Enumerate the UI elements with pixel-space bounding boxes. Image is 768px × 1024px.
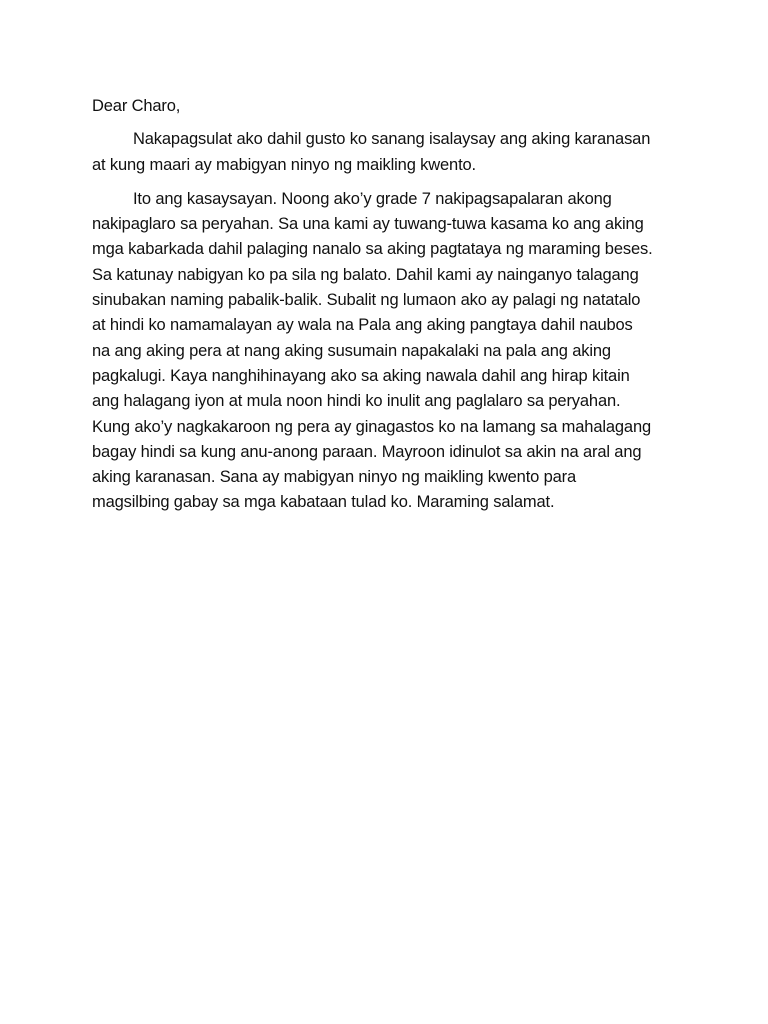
paragraph-line: at kung maari ay mabigyan ninyo ng maikling kwento.: [92, 155, 476, 174]
paragraph-line: Nakapagsulat ako dahil gusto ko sanang isalaysay ang aking karanasan: [133, 130, 651, 149]
paragraph-line: Ito ang kasaysayan. Noong ako’y grade 7 nakipagsapalaran akong: [133, 189, 612, 208]
paragraph-line: bagay hindi sa kung anu-anong paraan. Mayroon idinulot sa akin na aral ang: [92, 442, 642, 461]
paragraph-1: [92, 127, 692, 178]
paragraph-line: ang halagang iyon at mula noon hindi ko inulit ang paglalaro sa peryahan.: [92, 392, 621, 411]
paragraph-line: nakipaglaro sa peryahan. Sa una kami ay tuwang-tuwa kasama ko ang aking: [92, 215, 644, 234]
paragraph-line: magsilbing gabay sa mga kabataan tulad ko. Maraming salamat.: [92, 493, 555, 512]
paragraph-line: na ang aking pera at nang aking susumain napakalaki na pala ang aking: [92, 341, 611, 360]
paragraph-line: at hindi ko namamalayan ay wala na Pala ang aking pangtaya dahil naubos: [92, 316, 633, 335]
salutation: [92, 94, 692, 119]
paragraph-line: Sa katunay nabigyan ko pa sila ng balato. Dahil kami ay nainganyo talagang: [92, 265, 639, 284]
paragraph-line: pagkalugi. Kaya nanghihinayang ako sa aking nawala dahil ang hirap kitain: [92, 366, 630, 385]
letter-body: [92, 94, 692, 525]
salutation-text: Dear Charo,: [92, 97, 181, 115]
paragraph-line: mga kabarkada dahil palaging nanalo sa aking pagtataya ng maraming beses.: [92, 240, 653, 259]
paragraph-2: [92, 187, 692, 516]
paragraph-line: Kung ako’y nagkakaroon ng pera ay ginagastos ko na lamang sa mahalagang: [92, 417, 651, 436]
paragraph-line: aking karanasan. Sana ay mabigyan ninyo ng maikling kwento para: [92, 468, 577, 487]
paragraph-line: sinubakan naming pabalik-balik. Subalit ng lumaon ako ay palagi ng natatalo: [92, 291, 641, 310]
